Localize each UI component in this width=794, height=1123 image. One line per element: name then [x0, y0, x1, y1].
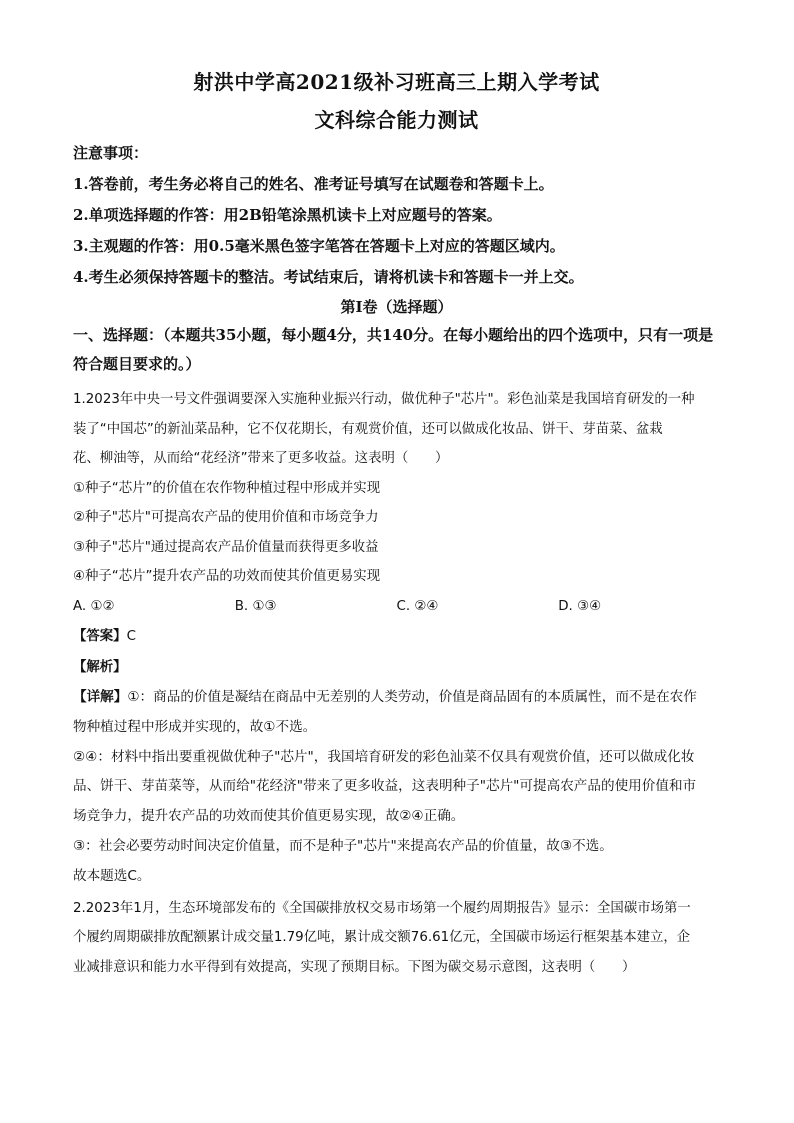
detail-line: 场竞争力，提升农产品的功效而使其价值更易实现，故②④正确。: [73, 808, 465, 825]
question-1-statement-1: ①种子“芯片”的价值在农作物种植过程中形成并实现: [73, 480, 381, 496]
detail-tag: 【详解】: [73, 689, 128, 705]
note-item-1: 1.答卷前，考生务必将自己的姓名、准考证号填写在试题卷和答题卡上。: [73, 175, 554, 193]
analysis-line: [73, 652, 720, 683]
answer-line: [73, 621, 720, 652]
answer-value: C: [126, 629, 136, 644]
question-1-stem-line: 花、柳油等，从而给“花经济”带来了更多收益。这表明（ ）: [73, 451, 449, 466]
question-2-stem: [73, 894, 720, 983]
exam-title: 射洪中学高2021级补习班高三上期入学考试: [193, 70, 600, 94]
choice-a: A. ①②: [73, 598, 115, 614]
notes-heading: 注意事项：: [73, 144, 149, 162]
question-1-stem-line: 1.2023年中央一号文件强调要深入实施种业振兴行动，做优种子"芯片"。彩色汕菜是我国培育研发的一种: [73, 392, 695, 407]
question-1-stem: [73, 385, 720, 474]
question-1-stem-line: 装了“中国芯”的新汕菜品种，它不仅花期长，有观赏价值，还可以做成化妆品、饼干、芽苗菜、盆栽: [73, 421, 663, 437]
question-1-statement-4: ④种子“芯片”提升农产品的功效而使其价值更易实现: [73, 569, 381, 584]
exam-subtitle: 文科综合能力测试: [314, 108, 479, 132]
detail-line: 故本题选C。: [73, 867, 151, 884]
part-one-instructions: 一、选择题：（本题共35小题，每小题4分，共140分。在每小题给出的四个选项中，只有一项是符合题目要求的。）: [73, 326, 714, 373]
question-1-choices: [73, 592, 720, 622]
choice-d: D. ③④: [558, 598, 602, 614]
detail-line: ②④：材料中指出要重视做优种子"芯片"，我国培育研发的彩色汕菜不仅具有观赏价值，还可以做成化妆: [73, 748, 695, 765]
note-item-4: 4.考生必须保持答题卡的整洁。考试结束后，请将机读卡和答题卡一并上交。: [73, 268, 584, 286]
question-2-stem-line: 个履约周期碳排放配额累计成交量1.79亿吨，累计成交额76.61亿元，全国碳市场运行框架基本建立，企: [73, 930, 691, 946]
answer-tag: 【答案】: [73, 629, 127, 644]
note-item-2: 2.单项选择题的作答：用2B铅笔涂黑机读卡上对应题号的答案。: [73, 206, 502, 224]
detail-explanation: [73, 683, 720, 892]
detail-line: ③：社会必要劳动时间决定价值量，而不是种子"芯片"来提高农产品的价值量，故③不选。: [73, 837, 613, 854]
question-2-stem-line: 业减排意识和能力水平得到有效提高，实现了预期目标。下图为碳交易示意图，这表明（ ）: [73, 959, 636, 975]
analysis-tag: 【解析】: [73, 660, 127, 675]
detail-line: 物种植过程中形成并实现的，故①不选。: [73, 718, 317, 735]
question-2-stem-line: 2.2023年1月，生态环境部发布的《全国碳排放权交易市场第一个履约周期报告》显示：全国碳市场第一: [73, 900, 691, 916]
question-1-statement-2: ②种子"芯片"可提高农产品的使用价值和市场竞争力: [73, 510, 379, 525]
section-title: 第Ⅰ卷（选择题）: [340, 298, 453, 316]
choice-b: B. ①③: [234, 598, 277, 614]
detail-line: 品、饼干、芽苗菜等，从而给"花经济"带来了更多收益，这表明种子"芯片"可提高农产品的使用价值和市: [73, 778, 697, 795]
choice-c: C. ②④: [396, 598, 439, 614]
detail-line: 【详解】①：商品的价值是凝结在商品中无差别的人类劳动，价值是商品固有的本质属性，而不是在农作: [73, 689, 697, 705]
note-item-3: 3.主观题的作答：用0.5毫米黑色签字笔答在答题卡上对应的答题区域内。: [73, 237, 565, 255]
question-1-statement-3: ③种子"芯片"通过提高农产品价值量而获得更多收益: [73, 539, 379, 555]
